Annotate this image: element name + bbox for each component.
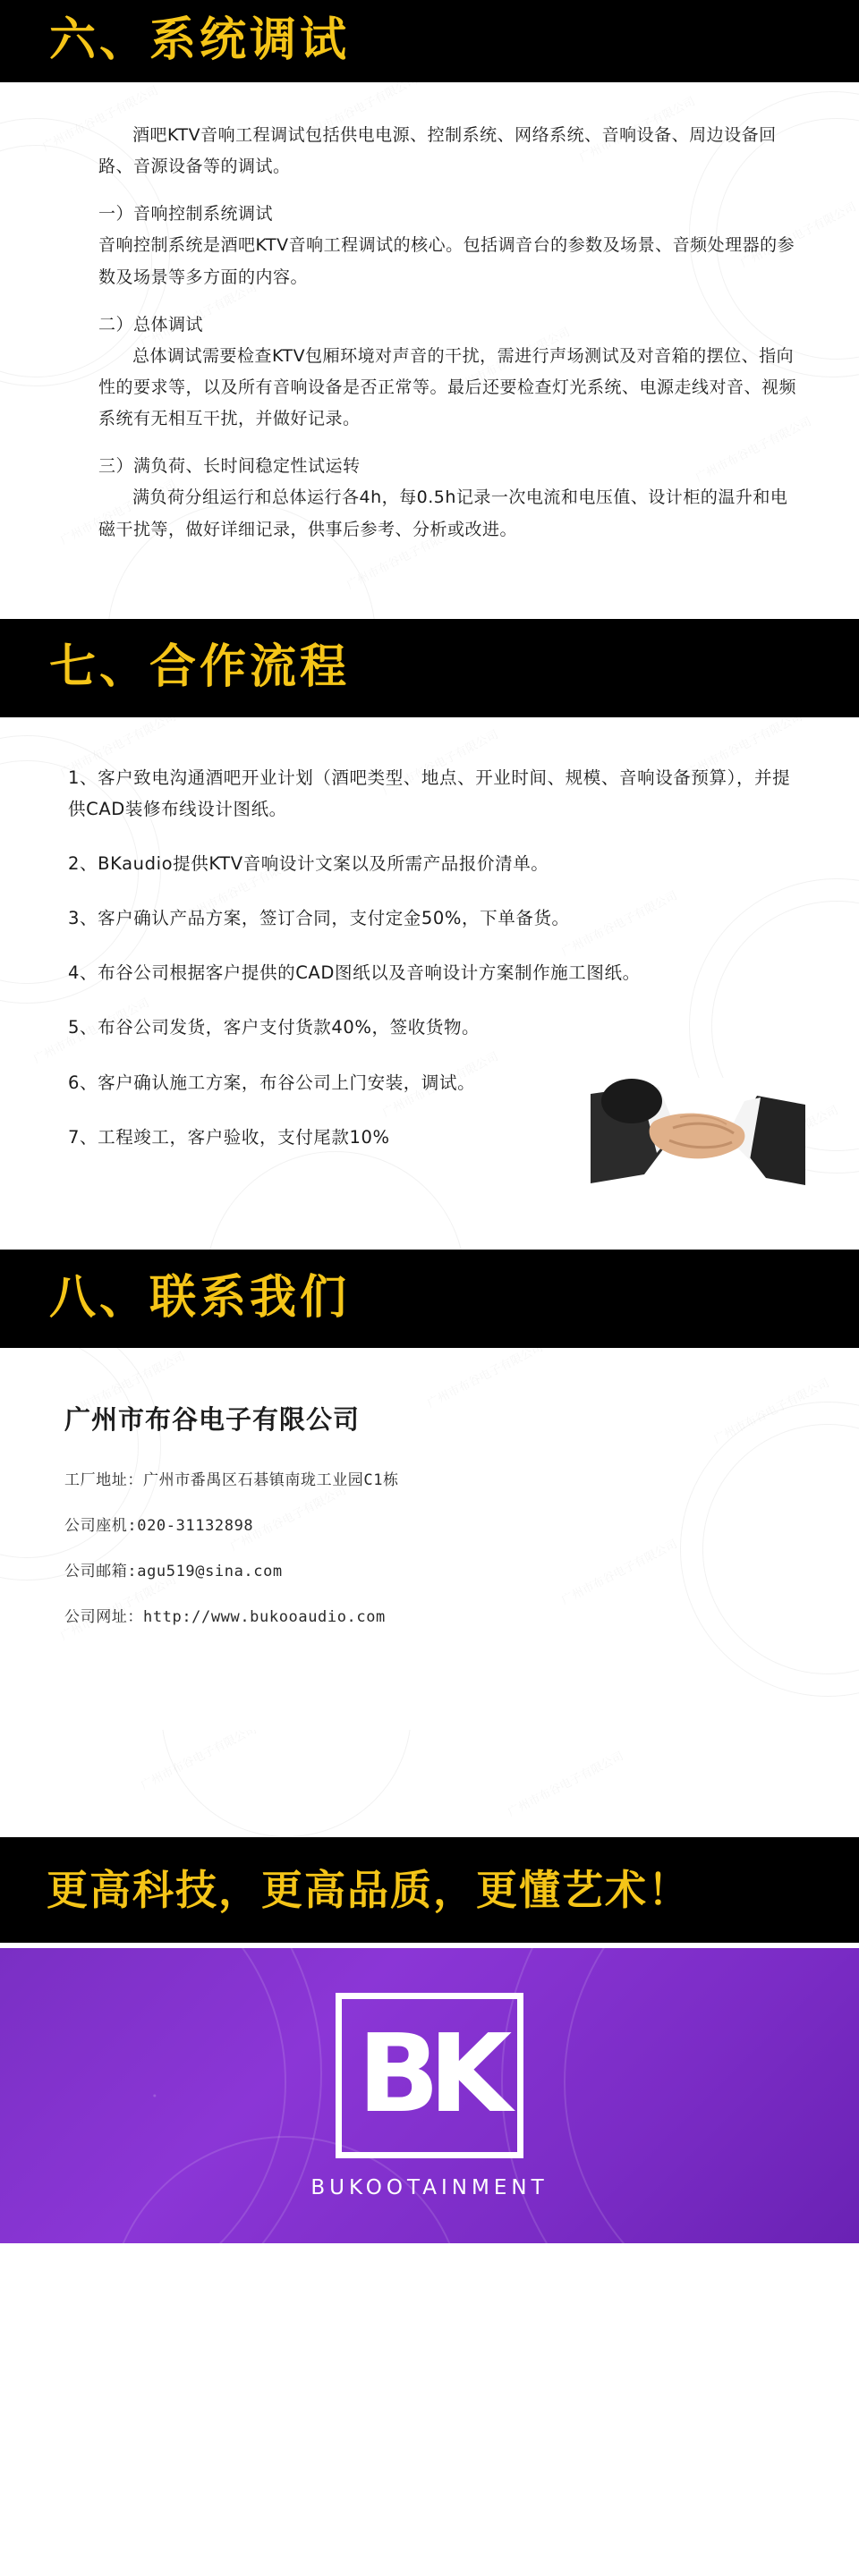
section-6-item-title: 一）音响控制系统调试	[98, 204, 274, 225]
logo-wordmark: BUKOOTAINMENT	[310, 2175, 549, 2199]
section-8-header-band	[0, 1250, 859, 1348]
section-6-intro: 酒吧KTV音响工程调试包括供电电源、控制系统、网络系统、音响设备、周边设备回路、音源设备等的调试。	[98, 125, 777, 177]
flow-step: 3、客户确认产品方案，签订合同，支付定金50%，下单备货。	[68, 908, 570, 929]
section-6-body	[0, 82, 859, 619]
slogan-band	[0, 1837, 859, 1943]
section-7-header-band	[0, 619, 859, 717]
section-6-item-title: 二）总体调试	[98, 314, 204, 335]
section-6-item	[98, 309, 800, 436]
section-6-item	[98, 451, 800, 545]
flow-step: 2、BKaudio提供KTV音响设计文案以及所需产品报价清单。	[68, 853, 549, 875]
brand-logo	[310, 1993, 548, 2199]
company-name: 广州市布谷电子有限公司	[64, 1404, 361, 1435]
logo-monogram: BK	[357, 2012, 502, 2137]
contact-block	[59, 1400, 800, 1626]
section-7-body	[0, 717, 859, 1250]
flow-step: 1、客户致电沟通酒吧开业计划（酒吧类型、地点、开业时间、规模、音响设备预算），并提供CAD装修布线设计图纸。	[68, 767, 791, 820]
section-6-heading: 六、系统调试	[49, 13, 351, 68]
section-8-body	[0, 1348, 859, 1730]
section-8-heading: 八、联系我们	[49, 1271, 351, 1326]
section-6-item-title: 三）满负荷、长时间稳定性试运转	[98, 456, 361, 477]
handshake-image	[591, 1078, 805, 1194]
slogan-text: 更高科技，更高品质，更懂艺术！	[47, 1865, 691, 1914]
flow-step: 7、工程竣工，客户验收，支付尾款10%	[68, 1126, 390, 1148]
watermark-layer-spacer	[0, 1730, 859, 1837]
section-6-content	[98, 120, 800, 546]
section-7-heading: 七、合作流程	[49, 640, 351, 695]
spacer-before-slogan	[0, 1730, 859, 1837]
section-6-item-body: 音响控制系统是酒吧KTV音响工程调试的核心。包括调音台的参数及场景、音频处理器的参数及场景等多方面的内容。	[98, 235, 795, 287]
contact-address: 工厂地址：广州市番禺区石碁镇南珑工业园C1栋	[64, 1471, 399, 1489]
logo-frame	[336, 1993, 523, 2158]
footer-logo-band	[0, 1948, 859, 2243]
contact-website: 公司网址：http://www.bukooaudio.com	[64, 1608, 386, 1626]
contact-email: 公司邮箱:agu519@sina.com	[64, 1563, 283, 1580]
section-6-item-body: 总体调试需要检查KTV包厢环境对声音的干扰，需进行声场测试及对音箱的摆位、指向性的要求等，以及所有音响设备是否正常等。最后还要检查灯光系统、电源走线对音、视频系统有无相互干扰，并做好记录。	[98, 345, 797, 429]
contact-phone: 公司座机:020-31132898	[64, 1517, 254, 1535]
section-6-item-body: 满负荷分组运行和总体运行各4h，每0.5h记录一次电流和电压值、设计柜的温升和电磁干扰等，做好详细记录，供事后参考、分析或改进。	[98, 487, 788, 539]
flow-step: 6、客户确认施工方案，布谷公司上门安装，调试。	[68, 1072, 476, 1093]
flow-step: 4、布谷公司根据客户提供的CAD图纸以及音响设计方案制作施工图纸。	[68, 962, 641, 984]
section-6-header-band	[0, 0, 859, 82]
section-6-item	[98, 199, 800, 292]
flow-step: 5、布谷公司发货，客户支付货款40%，签收货物。	[68, 1017, 481, 1038]
